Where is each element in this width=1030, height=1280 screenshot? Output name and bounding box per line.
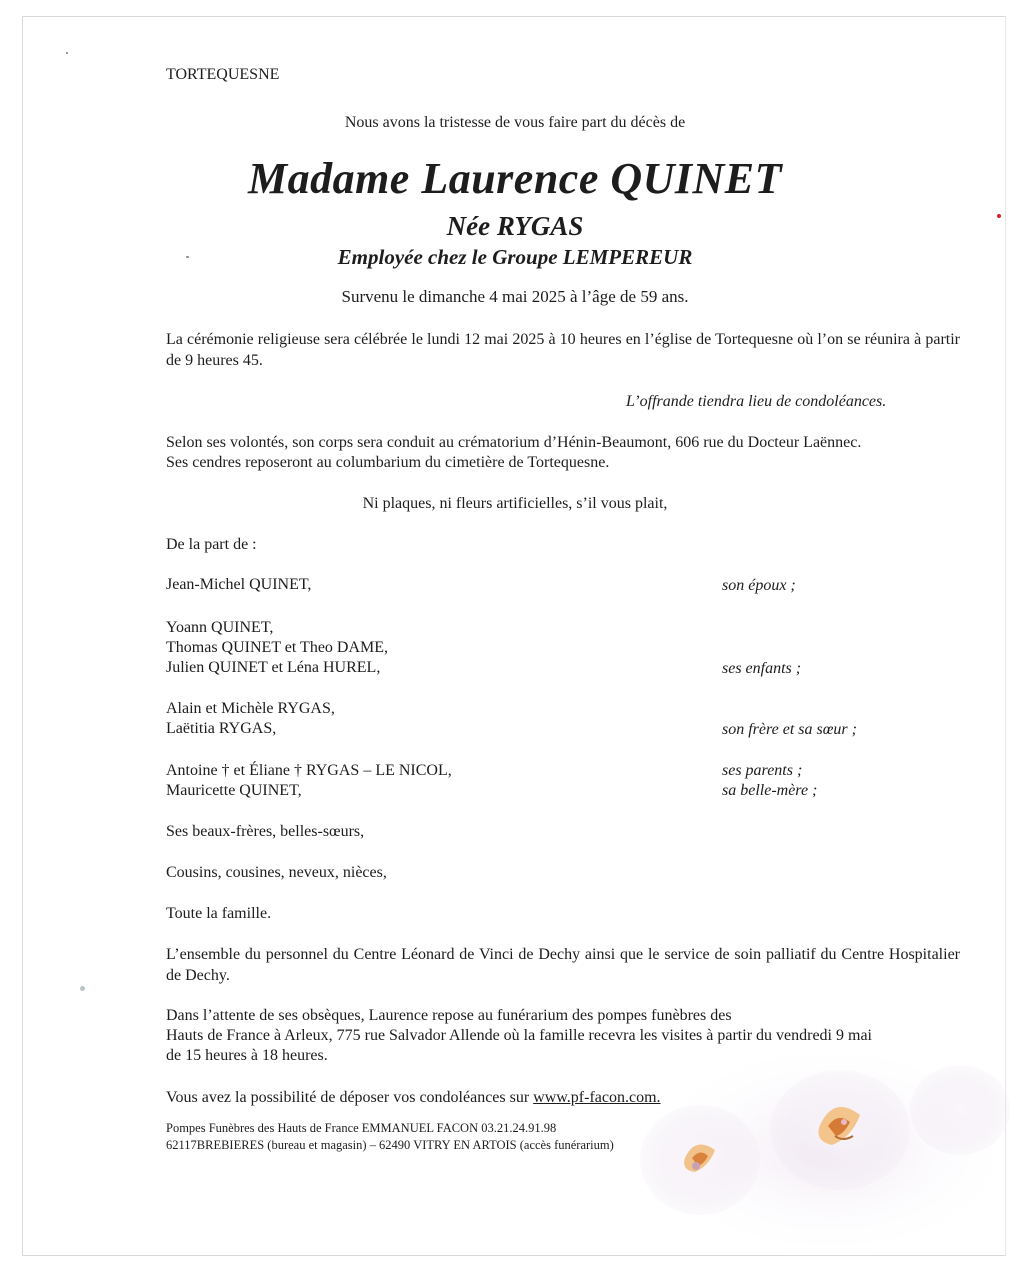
relation-children: ses enfants ; [722,660,802,677]
condolences-text: Vous avez la possibilité de déposer vos condoléances sur [166,1089,534,1106]
no-flowers-line: Ni plaques, ni fleurs artificielles, s’il vous plait, [362,495,668,512]
relation-siblings: son frère et sa sœur ; [722,721,857,738]
family-mother-in-law: Mauricette QUINET, [166,782,302,799]
from-label: De la part de : [166,536,257,553]
relation-husband: son époux ; [722,577,796,594]
scan-speck [66,52,68,54]
family-sibling: Alain et Michèle RYGAS, [166,700,335,717]
relation-mother-in-law: sa belle-mère ; [722,782,818,799]
relation-parents: ses parents ; [722,762,803,779]
staff-paragraph: L’ensemble du personnel du Centre Léonard de Vinci de Dechy ainsi que le service de soin palliatif du Centre Hospitalier de Dechy. [166,946,960,984]
deceased-name: Madame Laurence QUINET [247,154,783,203]
scan-speck [80,986,85,991]
family-sibling: Laëtitia RYGAS, [166,720,277,737]
job-line: Employée chez le Groupe LEMPEREUR [337,245,693,269]
cremation-line-2: Ses cendres reposeront au columbarium du cimetière de Tortequesne. [166,454,610,471]
date-of-death: Survenu le dimanche 4 mai 2025 à l’âge de 59 ans. [341,287,689,306]
family-parents: Antoine † et Éliane † RYGAS – LE NICOL, [166,762,452,779]
village-name: TORTEQUESNE [166,66,280,83]
intro-line: Nous avons la tristesse de vous faire part du décès de [344,114,686,131]
condolences-link[interactable]: www.pf-facon.com. [533,1089,661,1106]
condolences-line [166,1087,661,1108]
rest-line-3: de 15 heures à 18 heures. [166,1047,328,1064]
family-cousins: Cousins, cousines, neveux, nièces, [166,864,387,881]
rest-line-1: Dans l’attente de ses obsèques, Laurence repose au funérarium des pompes funèbres des [166,1007,732,1024]
ceremony-paragraph: La cérémonie religieuse sera célébrée le lundi 12 mai 2025 à 10 heures en l’église de Tortequesne où l’on se réunira à partir de 9 heures 45. [166,331,960,369]
cremation-line-1: Selon ses volontés, son corps sera conduit au crématorium d’Hénin-Beaumont, 606 rue du Docteur Laënnec. [166,434,862,451]
family-husband: Jean-Michel QUINET, [166,576,312,593]
family-child: Thomas QUINET et Theo DAME, [166,639,389,656]
rest-line-2: Hauts de France à Arleux, 775 rue Salvador Allende où la famille recevra les visites à partir du vendredi 9 mai [166,1027,872,1044]
offering-line: L’offrande tiendra lieu de condoléances. [626,393,887,410]
family-child: Yoann QUINET, [166,619,274,636]
maiden-name: Née RYGAS [446,211,584,241]
family-all: Toute la famille. [166,905,272,922]
family-in-laws: Ses beaux-frères, belles-sœurs, [166,823,365,840]
family-child: Julien QUINET et Léna HUREL, [166,659,381,676]
company-line-2: 62117BREBIERES (bureau et magasin) – 62490 VITRY EN ARTOIS (accès funérarium) [166,1138,614,1152]
company-line-1: Pompes Funèbres des Hauts de France EMMANUEL FACON 03.21.24.91.98 [166,1121,557,1135]
orchid-flowers-icon [630,1040,1010,1260]
